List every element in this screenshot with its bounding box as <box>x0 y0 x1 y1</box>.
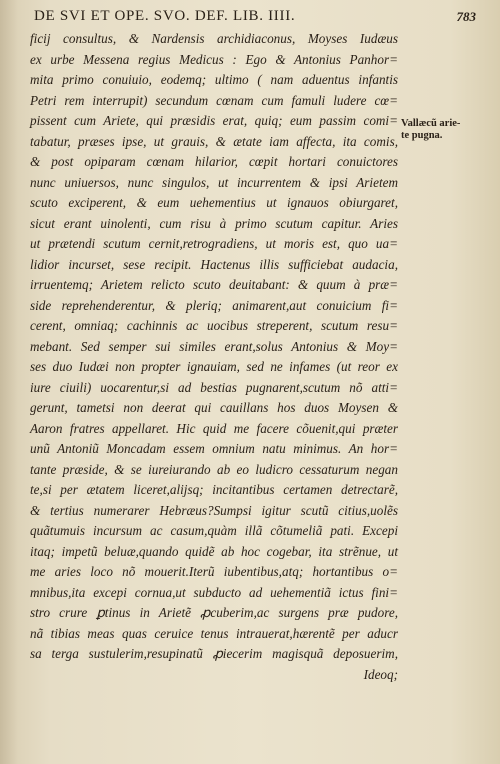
text-line: tabatur, præses ipse, ut grauis, & ætate iam affecta, ita comis, <box>30 133 398 149</box>
text-line: sa terga sustulerim,resupinatũ ꝓiecerim magisquã deposuerim, <box>30 646 398 661</box>
text-line: side reprehenderentur, & pleriq; animarent,aut conuicium fi= <box>30 297 398 313</box>
text-line: quãtumuis incursum ac casum,quàm illã cõtumeliã pati. Excepi <box>30 523 398 538</box>
text-line: pissent cum Ariete, qui præsidis erat, quiq; eum passim comi= <box>30 113 398 128</box>
text-line: itaq; impetũ beluæ,quando quidẽ ab hoc cogebar, ita strẽnue, ut <box>30 543 398 559</box>
text-line: lidior incurset, sese recipit. Hactenus illis sufficiebat audacia, <box>30 256 398 272</box>
text-line: sicut erant uinolenti, cum risu à primo scutum capitur. Aries <box>30 215 398 231</box>
text-line: gerunt, tametsi non deerat qui cauillans hos duos Moysen & <box>30 400 398 415</box>
text-line: mita primo conuiuio, eodemq; ultimo ( nam aduentus infantis <box>30 72 398 87</box>
text-line: nunc uniuersos, nunc singulos, ut incurrentem & ipsi Arietem <box>30 174 398 190</box>
text-line: tante præside, & se iureiurando ab eo ludicro cessaturum negan <box>30 461 398 477</box>
marginal-note-line: Vallæcũ arie- <box>401 118 461 129</box>
text-line: mebant. Sed semper sui similes erant,solus Antonius & Moy= <box>30 338 398 354</box>
page-gutter-shadow <box>0 0 18 764</box>
text-line: ex urbe Messena regius Medicus : Ego & Antonius Panhor= <box>30 51 398 67</box>
text-line: Petri rem interrupit) secundum cœnam cum famuli ludere cœ= <box>30 92 398 108</box>
text-line: Aaron fratres appellaret. Hic quid me facere cõuenit,qui præter <box>30 420 398 436</box>
marginal-note <box>401 118 493 142</box>
text-line: me aries loco nõ mouerit.Iterũ iubentibus,atq; hortantibus o= <box>30 564 398 579</box>
text-line: scuto exciperent, & eum uehementius ut ignauos obiurgaret, <box>30 195 398 210</box>
text-line: stro crure ꝑtinus in Arietẽ ꝓcuberim,ac surgens præ pudore, <box>30 605 398 620</box>
text-line: iure ciuili) uocarentur,si ad bestias pugnarent,scutum nõ atti= <box>30 379 398 395</box>
text-line: ut prætendi scutum cernit,retrogradiens, ut moris est, quo ua= <box>30 236 398 251</box>
text-line: ficij consultus, & Nardensis archidiaconus, Moyses Iudæus <box>30 31 398 46</box>
text-line: & post opiparam cœnam hilarior, cœpit hortari conuictores <box>30 154 398 169</box>
catchword-line: Ideoq; <box>363 666 398 682</box>
marginal-note-line: te pugna. <box>401 130 443 141</box>
text-line: cerent, omniaq; cachinnis ac uocibus streperent, scutum resu= <box>30 318 398 333</box>
body-text <box>30 29 398 685</box>
text-line: & tertius numerarer Hebræus?Sumpsi igitur scutũ citius,uolẽs <box>30 502 398 518</box>
text-line: te,si per ætatem liceret,alijsq; incitantibus certamen detrectarẽ, <box>30 482 398 497</box>
page-number: 783 <box>456 9 476 24</box>
running-head: DE SVI ET OPE. SVO. DEF. LIB. IIII. <box>34 8 296 24</box>
text-line: irruentemq; Arietem relicto scuto deuitabant: & quum à præ= <box>30 277 398 292</box>
text-line: ses duo Iudæi non propter ignauiam, sed ne infames (ut reor ex <box>30 359 398 374</box>
text-line: unũ Antoniũ Moncadam essem omnium natu minimus. An hor= <box>30 441 398 456</box>
text-line: mnibus,ita excepi cornua,ut subducto ad uehementiã ictus fini= <box>30 584 398 600</box>
text-line: nã tibias meas quas ceruice tenus intrauerat,hærentẽ per aducr <box>30 625 398 641</box>
